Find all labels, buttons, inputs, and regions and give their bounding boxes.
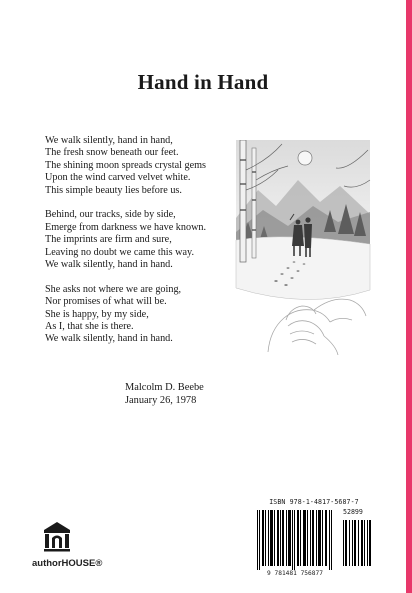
poem-line: The shining moon spreads crystal gems [45,159,206,171]
poem-line: Behind, our tracks, side by side, [45,209,176,221]
isbn-barcode-block [255,498,373,580]
poem-line: We walk silently, hand in hand, [45,135,173,146]
spine-edge [406,0,412,593]
poem-line: Emerge from darkness we have known. [45,221,207,233]
poem-line: Leaving no doubt we came this way. [45,246,194,258]
poem-line: As I, that she is there. [45,321,134,333]
author-name: Malcolm D. Beebe [125,382,204,393]
poem-line: The fresh snow beneath our feet. [45,147,179,159]
ean-barcode [255,510,373,572]
poem-line: This simple beauty lies before us. [45,184,182,196]
poem-line: Nor promises of what will be. [45,296,167,308]
poem-line: She is happy, by my side, [45,308,149,320]
signature-block [125,381,204,407]
poem-title: Hand in Hand [137,70,269,94]
stanza-3 [45,284,245,346]
authorhouse-logo-icon [42,520,72,552]
poem-date: January 26, 1978 [125,395,197,406]
price-code: 52899 [343,508,363,516]
poem-line: Upon the wind carved velvet white. [45,172,191,184]
clasped-hands [268,299,366,355]
poem-line: We walk silently, hand in hand. [45,333,173,345]
poem-body [45,135,245,358]
poem-line: We walk silently, hand in hand. [45,259,173,271]
poem-line: She asks not where we are going, [45,283,182,295]
ean-digits: 9 781481 756877 [267,570,323,577]
poem-line: The imprints are firm and sure, [45,234,172,246]
winter-couple-illustration [228,140,378,355]
publisher-logo [32,520,112,570]
moon-icon [298,151,312,165]
publisher-name: authorHOUSE® [32,558,103,569]
stanza-2 [45,209,245,271]
stanza-1 [45,135,245,197]
isbn-number: ISBN 978-1-4817-5687-7 [269,498,359,506]
